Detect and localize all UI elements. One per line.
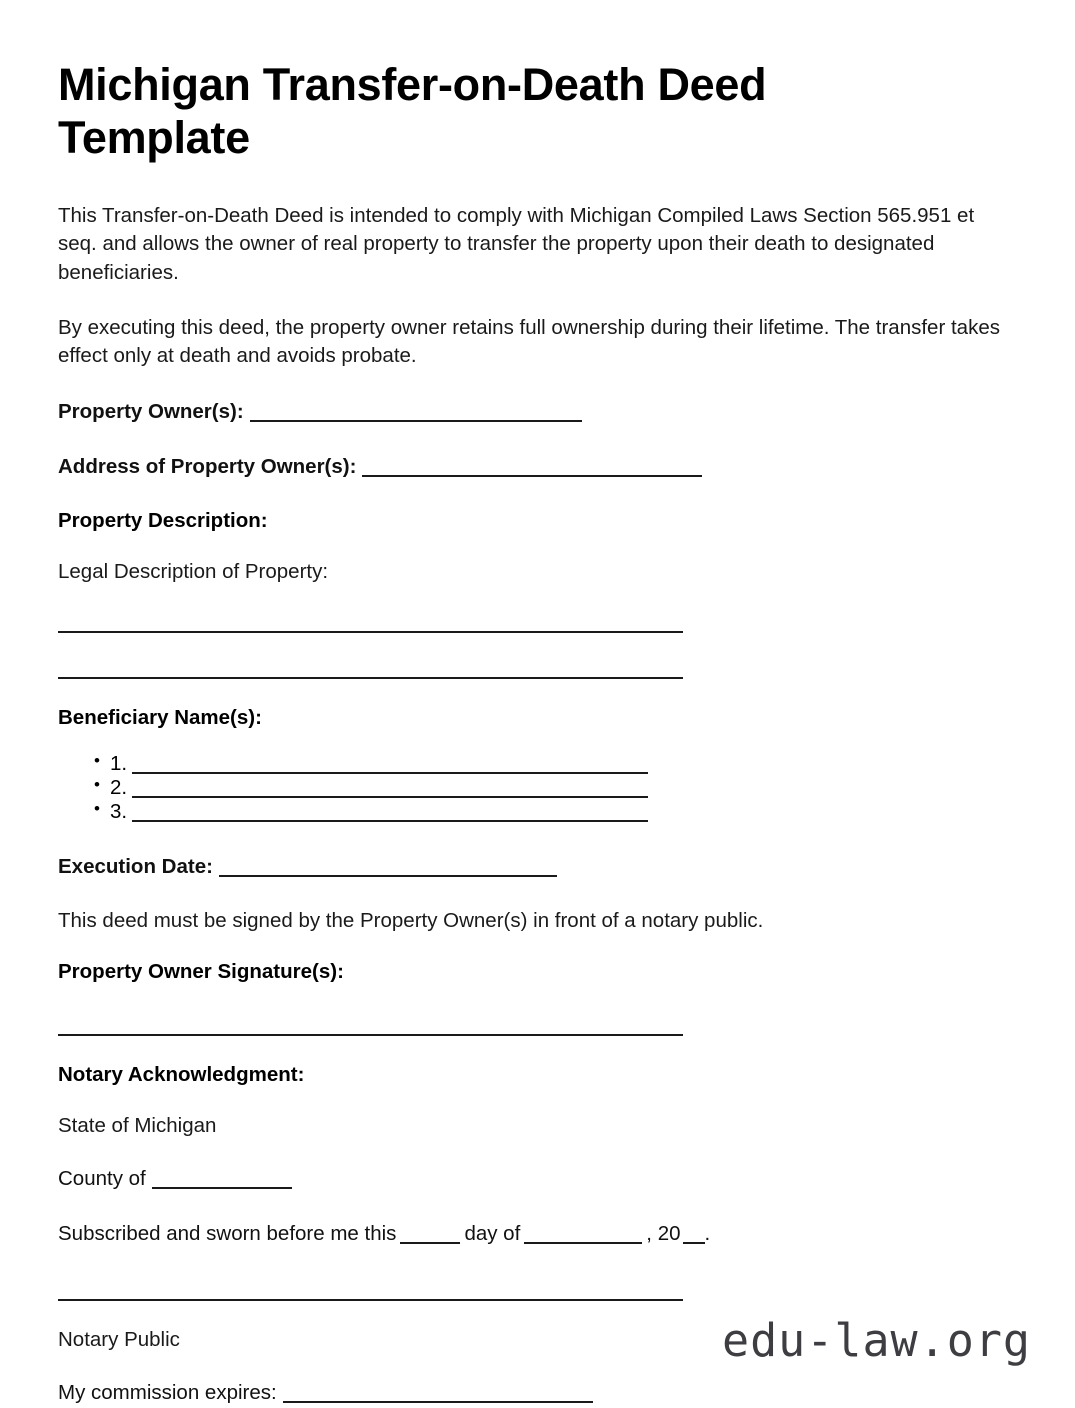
beneficiary-input-1[interactable]	[132, 772, 648, 774]
state-line: State of Michigan	[58, 1113, 217, 1137]
beneficiary-heading: Beneficiary Name(s):	[58, 705, 262, 729]
owner-signature-input[interactable]	[58, 1034, 683, 1036]
sworn-year-input[interactable]	[683, 1242, 705, 1244]
beneficiary-input-2[interactable]	[132, 796, 648, 798]
sworn-month-input[interactable]	[524, 1242, 642, 1244]
list-item	[58, 751, 1017, 778]
commission-expires-input[interactable]	[283, 1401, 593, 1403]
notary-instruction-text: This deed must be signed by the Property Owner(s) in front of a notary public.	[58, 908, 764, 932]
address-input[interactable]	[362, 475, 702, 477]
intro-paragraph-1: This Transfer-on-Death Deed is intended to comply with Michigan Compiled Laws Section 565.951 et seq. and allows the owner of real property to transfer the property upon their death to designated beneficiaries.	[58, 204, 975, 284]
owner-signature-heading: Property Owner Signature(s):	[58, 959, 344, 983]
beneficiary-number: 1.	[110, 751, 128, 775]
county-label: County of	[58, 1166, 146, 1190]
sworn-year-prefix-text: , 20	[646, 1222, 681, 1246]
beneficiary-list	[58, 751, 1017, 826]
sworn-prefix-text: Subscribed and sworn before me this	[58, 1222, 397, 1246]
property-owner-label: Property Owner(s):	[58, 399, 244, 423]
execution-date-label: Execution Date:	[58, 854, 213, 878]
sworn-suffix-text: .	[704, 1222, 711, 1246]
notary-signature-input[interactable]	[58, 1299, 683, 1301]
county-field	[58, 1165, 1017, 1194]
notary-acknowledgment-heading: Notary Acknowledgment:	[58, 1062, 305, 1086]
notary-signature-caption: Notary Public	[58, 1328, 180, 1352]
address-label: Address of Property Owner(s):	[58, 455, 357, 479]
sworn-statement	[58, 1220, 1017, 1249]
property-description-heading: Property Description:	[58, 508, 268, 532]
legal-description-input-line-1[interactable]	[58, 631, 683, 633]
list-item	[58, 799, 1017, 826]
site-watermark: edu-law.org	[721, 1314, 1031, 1367]
county-input[interactable]	[152, 1187, 292, 1189]
property-owner-input[interactable]	[250, 420, 582, 422]
page-title: Michigan Transfer-on-Death Deed Template	[58, 59, 767, 164]
intro-paragraph-2: By executing this deed, the property owner retains full ownership during their lifetime. The transfer takes effect only at death and avoids probate.	[58, 316, 1000, 368]
execution-date-field	[58, 853, 1017, 882]
address-field	[58, 453, 1017, 482]
sworn-middle-text: day of	[464, 1222, 521, 1246]
commission-expires-label: My commission expires:	[58, 1381, 277, 1405]
beneficiary-input-3[interactable]	[132, 820, 648, 822]
legal-description-label: Legal Description of Property:	[58, 559, 329, 583]
commission-expires-field	[58, 1379, 1017, 1408]
sworn-day-input[interactable]	[400, 1242, 460, 1244]
legal-description-input-line-2[interactable]	[58, 677, 683, 679]
list-item	[58, 775, 1017, 802]
beneficiary-number: 2.	[110, 775, 128, 799]
property-owner-field	[58, 398, 1017, 427]
execution-date-input[interactable]	[219, 875, 557, 877]
beneficiary-number: 3.	[110, 799, 128, 823]
